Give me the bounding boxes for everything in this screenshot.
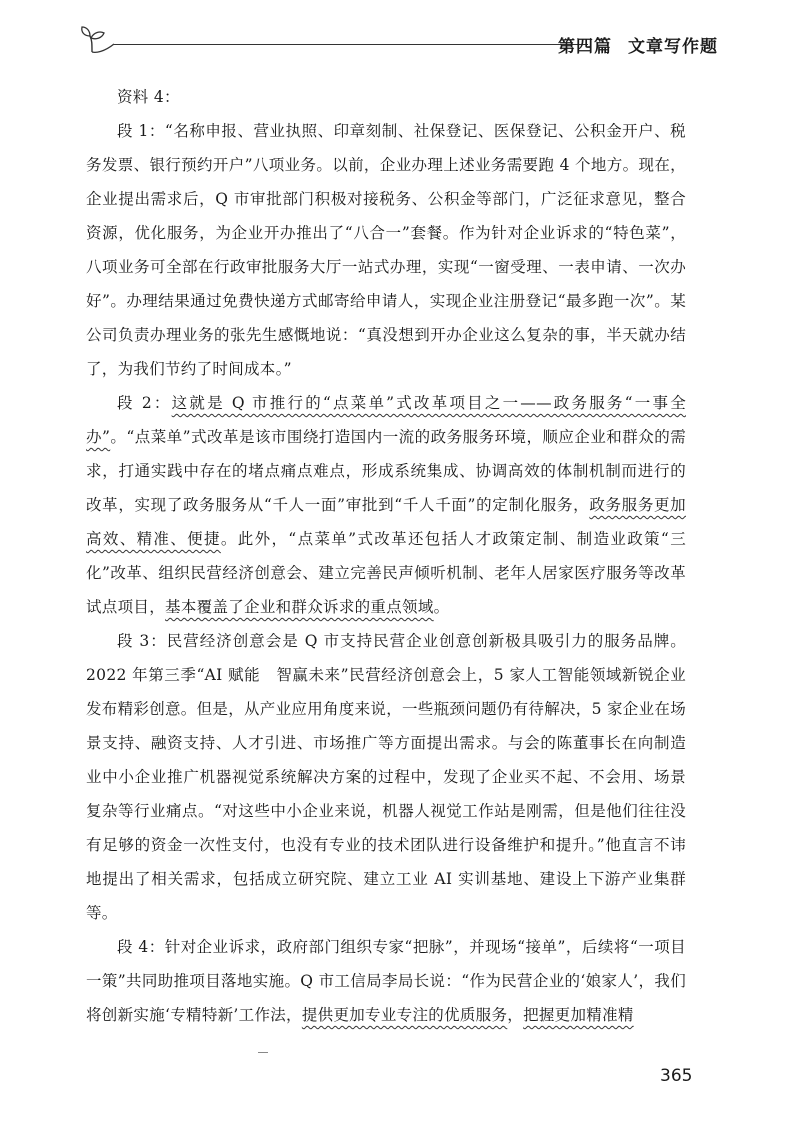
wavy-underline-2: 政务服务更加高效、精准、便捷 — [86, 496, 686, 548]
wavy-underline-1: 这就是 Q 市推行的“点菜单”式改革项目之一——政务服务“一事全办” — [86, 394, 686, 446]
print-mark — [258, 1052, 268, 1053]
paragraph-2 — [86, 386, 686, 624]
paragraph-1: 段 1：“名称申报、营业执照、印章刻制、社保登记、医保登记、公积金开户、税务发票、银行预约开户”八项业务。以前，企业办理上述业务需要跑 4 个地方。现在，企业提出需求后，Q 市审批部门积极对接税务、公积金等部门，广泛征求意见，整合资源，优化服务，为企业开办推出了“八合一”套餐。作为针对企业诉求的“特色菜”，八项业务可全部在行政审批服务大厅一站式办理，实现“一窗受理、一表申请、一次办好”。办理结果通过免费快递方式邮寄给申请人，实现企业注册登记“最多跑一次”。某公司负责办理业务的张先生感慨地说：“真没想到开办企业这么复杂的事，半天就办结了，为我们节约了时间成本。” — [86, 122, 686, 378]
paragraph-4 — [86, 930, 686, 1032]
header-rule — [114, 44, 588, 45]
wavy-underline-3: 基本覆盖了企业和群众诉求的重点领域 — [165, 598, 434, 616]
paragraph-4-lead: 段 4：针对企业诉求，政府部门组织专家“把脉”，并现场“接单”，后续将“一项目一策”共同助推项目落地实施。Q 市工信局李局长说：“作为民营企业的‘娘家人’，我们将创新实施‘专精特新’工作法， — [86, 938, 686, 1024]
sprout-icon — [78, 22, 118, 62]
wavy-underline-4: 提供更加专业专注的优质服务 — [301, 1006, 508, 1024]
header-title — [558, 32, 718, 57]
paragraph-2-text-b: 。“点菜单”式改革是该市围绕打造国内一流的政务服务环境，顺应企业和群众的需求，打通实践中存在的堵点痛点难点，形成系统集成、协调高效的体制机制而进行的改革，实现了政务服务从“千人一面”审批到“千人千面”的定制化服务， — [86, 428, 686, 514]
chapter-label: 文章写作题 — [628, 37, 718, 57]
paragraph-2-end: 。 — [433, 598, 450, 616]
running-header — [78, 22, 718, 62]
paragraph-2-text-c: 。此外，“点菜单”式改革还包括人才政策定制、制造业政策“三化”改革、组织民营经济创意会、建立完善民声倾听机制、老年人居家医疗服务等改革试点项目， — [86, 530, 686, 616]
wavy-underline-5: 把握更加精准精 — [523, 1006, 634, 1024]
page-number: 365 — [660, 1066, 693, 1086]
document-body — [86, 80, 686, 1032]
paragraph-2-lead: 段 2： — [117, 394, 172, 412]
paragraph-3: 段 3：民营经济创意会是 Q 市支持民营企业创意创新极具吸引力的服务品牌。2022 年第三季“AI 赋能 智赢未来”民营经济创意会上，5 家人工智能领域新锐企业发布精彩创意。但是，从产业应用角度来说，一些瓶颈问题仍有待解决，5 家企业在场景支持、融资支持、人才引进、市场推广等方面提出需求。与会的陈董事长在向制造业中小企业推广机器视觉系统解决方案的过程中，发现了企业买不起、不会用、场景复杂等行业痛点。“对这些中小企业来说，机器人视觉工作站是刚需，但是他们往往没有足够的资金一次性支付，也没有专业的技术团队进行设备维护和提升。”他直言不讳地提出了相关需求，包括成立研究院、建立工业 AI 实训基地、建设上下游产业集群等。 — [86, 632, 686, 922]
paragraph-4-comma: ， — [507, 1006, 524, 1024]
section-label: 第四篇 — [558, 37, 612, 57]
material-label: 资料 4： — [117, 88, 180, 106]
